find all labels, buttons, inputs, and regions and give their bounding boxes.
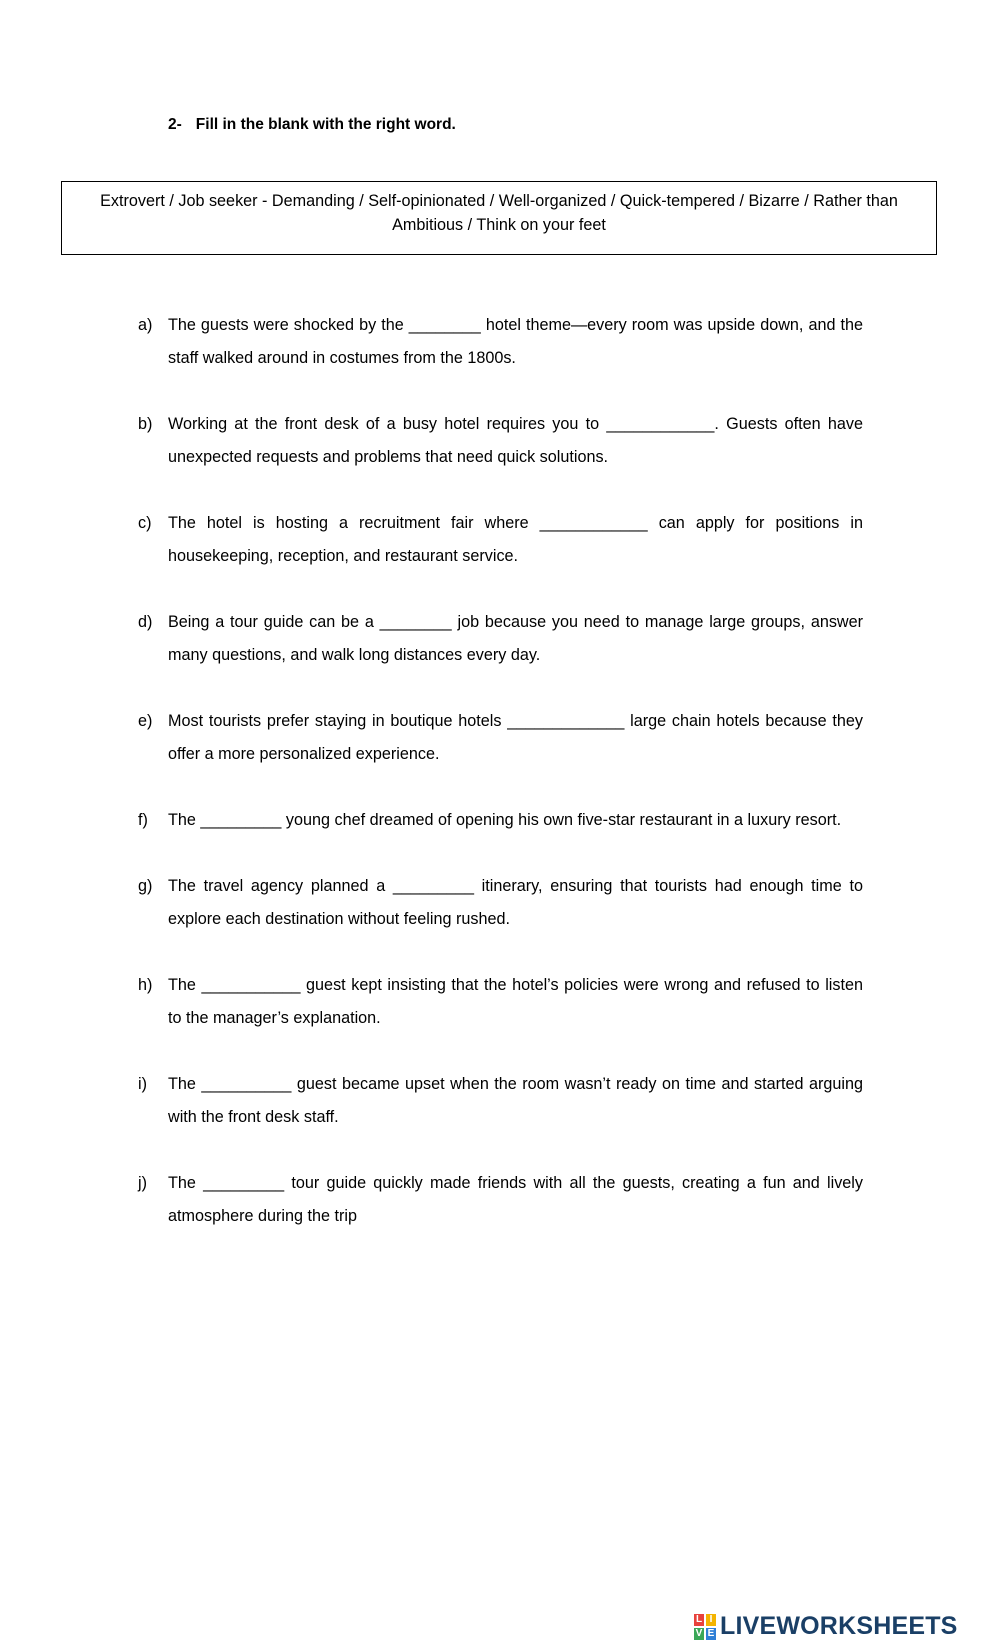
question-h [138, 969, 863, 1035]
instruction-text: Fill in the blank with the right word. [195, 116, 456, 133]
question-letter: e) [138, 712, 153, 730]
instruction-number: 2- [168, 116, 182, 133]
question-a [138, 309, 863, 375]
logo-mark-v: V [695, 1627, 703, 1639]
question-c [138, 507, 863, 573]
question-g [138, 870, 863, 936]
word-bank-line-1: Extrovert / Job seeker - Demanding / Self-opinionated / Well-organized / Quick-tempered / Bizarre / Rather than [100, 192, 898, 210]
question-text: The guests were shocked by the ________ hotel theme—every room was upside down, and the staff walked around in costumes from the 1800s. [168, 316, 863, 367]
word-bank-line-2: Ambitious / Think on your feet [392, 216, 606, 234]
question-letter: g) [138, 877, 153, 895]
question-letter: d) [138, 613, 153, 631]
logo-mark-l: L [695, 1613, 703, 1625]
question-text: Working at the front desk of a busy hotel requires you to ____________. Guests often have unexpected requests and problems that need quick solutions. [168, 415, 863, 466]
word-bank-box [61, 181, 937, 255]
question-text: The travel agency planned a _________ itinerary, ensuring that tourists had enough time to explore each destination without feeling rushed. [168, 877, 863, 928]
question-letter: i) [138, 1075, 147, 1093]
question-text: Being a tour guide can be a ________ job because you need to manage large groups, answer many questions, and walk long distances every day. [168, 613, 863, 664]
question-d [138, 606, 863, 672]
question-b [138, 408, 863, 474]
question-j [138, 1167, 863, 1233]
logo-mark-e: E [707, 1627, 715, 1639]
instruction-heading [168, 116, 456, 134]
logo-mark-i: I [706, 1614, 716, 1626]
question-letter: a) [138, 316, 153, 334]
question-text: The ___________ guest kept insisting that the hotel’s policies were wrong and refused to listen to the manager’s explanation. [168, 976, 863, 1027]
question-letter: f) [138, 811, 148, 829]
question-letter: b) [138, 415, 153, 433]
logo-text: LIVEWORKSHEETS [720, 1612, 958, 1640]
question-text: The _________ young chef dreamed of opening his own five-star restaurant in a luxury resort. [168, 811, 842, 829]
question-text: Most tourists prefer staying in boutique hotels _____________ large chain hotels because they offer a more personalized experience. [168, 712, 863, 763]
liveworksheets-logo [694, 1612, 958, 1641]
question-f [138, 804, 863, 837]
logo-mark-icon [694, 1614, 716, 1640]
question-i [138, 1068, 863, 1134]
question-text: The hotel is hosting a recruitment fair where ____________ can apply for positions in housekeeping, reception, and restaurant service. [168, 514, 863, 565]
question-letter: c) [138, 514, 152, 532]
question-text: The _________ tour guide quickly made friends with all the guests, creating a fun and lively atmosphere during the trip [168, 1174, 863, 1225]
question-text: The __________ guest became upset when the room wasn’t ready on time and started arguing with the front desk staff. [168, 1075, 863, 1126]
question-e [138, 705, 863, 771]
question-letter: h) [138, 976, 153, 994]
question-letter: j) [138, 1174, 147, 1192]
